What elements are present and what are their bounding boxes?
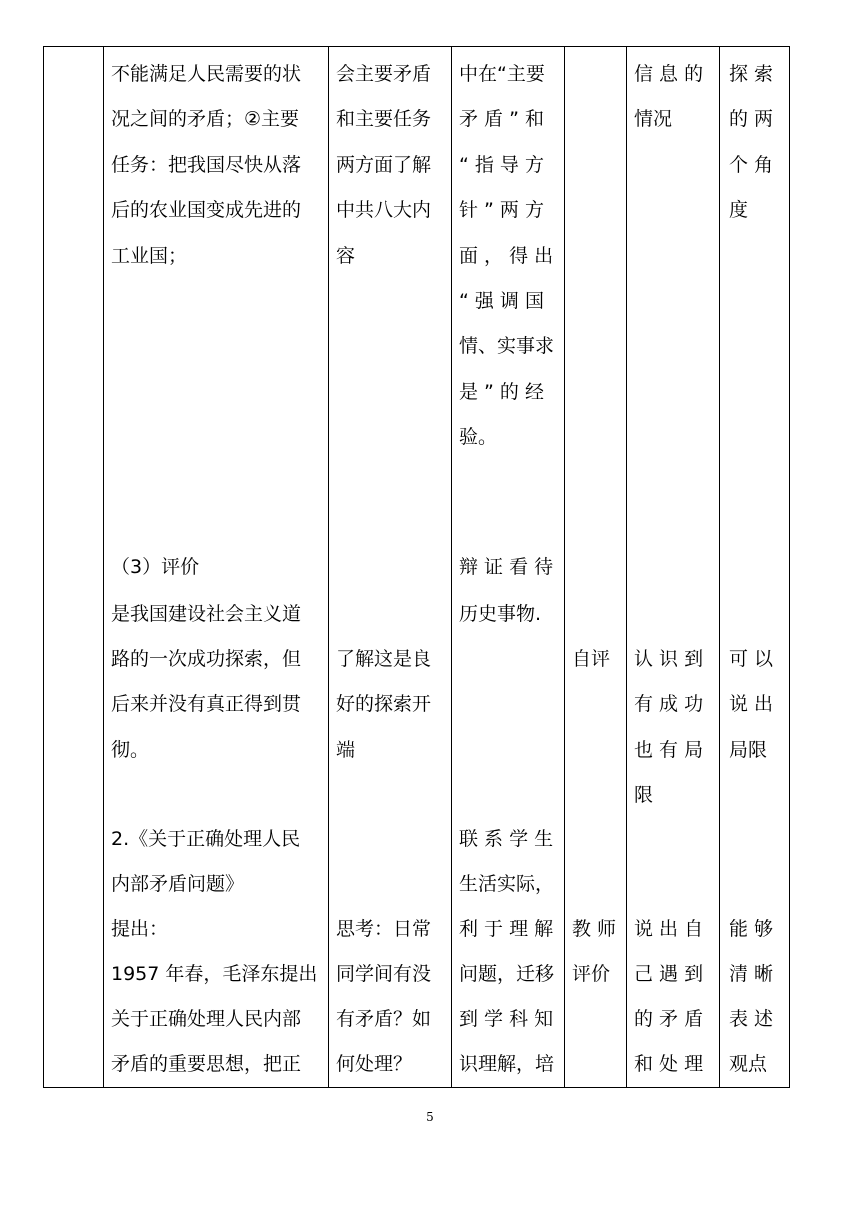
content-text-line: 是我国建设社会主义道 — [111, 603, 302, 625]
goal-text-line: 度 — [729, 199, 749, 221]
content-text-line: 矛盾的重要思想，把正 — [111, 1053, 302, 1075]
goal-text-line: 可 以 — [729, 648, 774, 670]
standard-text-line: 也 有 局 — [634, 739, 704, 761]
standard-text-line: 和 处 理 — [634, 1053, 704, 1075]
goal-text-line: 局限 — [729, 739, 768, 761]
standard-text-line: 有 成 功 — [634, 693, 704, 715]
design-text-line: 验。 — [459, 426, 498, 448]
standard-text-line: 说 出 自 — [634, 918, 704, 940]
design-text-line: 生活实际， — [459, 873, 555, 895]
design-text-line: 矛 盾 ” 和 — [459, 108, 544, 130]
goal-text-line: 的 两 — [729, 108, 774, 130]
content-text-line: 1957 年春，毛泽东提出 — [111, 963, 318, 985]
goal-text-line: 说 出 — [729, 693, 774, 715]
design-text-line: 利 于 理 解 — [459, 918, 554, 940]
evaluation-method-text: 教 师 — [572, 918, 617, 940]
activity-text-line: 端 — [336, 739, 356, 761]
design-text-line: 识理解，培 — [459, 1053, 555, 1075]
goal-column-cell — [720, 47, 790, 1088]
design-text-line: 针 ” 两 方 — [459, 199, 544, 221]
activity-text-line: 两方面了解 — [336, 154, 432, 176]
content-text-line: 路的一次成功探索，但 — [111, 648, 302, 670]
evaluation-method-text: 自评 — [572, 648, 611, 670]
design-text-line: 中在“主要 — [459, 63, 545, 85]
activity-text-line: 好的探索开 — [336, 693, 432, 715]
section-heading-contradictions: 2.《关于正确处理人民 — [111, 828, 301, 850]
evaluation-method-column-cell — [565, 47, 627, 1088]
activity-text-line: 了解这是良 — [336, 648, 432, 670]
standard-text-line: 的 矛 盾 — [634, 1008, 704, 1030]
design-text-line: 联 系 学 生 — [459, 828, 554, 850]
design-text-line: 历史事物. — [459, 603, 542, 625]
content-text-line: 工业国； — [111, 245, 188, 267]
goal-text-line: 个 角 — [729, 154, 774, 176]
design-text-line: “ 强 调 国 — [459, 290, 544, 312]
design-text-line: 辩 证 看 待 — [459, 556, 554, 578]
standard-text-line: 信 息 的 — [634, 63, 704, 85]
evaluation-standard-column-cell — [627, 47, 720, 1088]
design-text-line: 情、实事求 — [459, 335, 555, 357]
standard-text-line: 情况 — [634, 108, 673, 130]
stage-column-cell — [44, 47, 104, 1088]
design-intent-column-cell — [452, 47, 565, 1088]
goal-text-line: 观点 — [729, 1053, 768, 1075]
content-text-line: 况之间的矛盾；②主要 — [111, 108, 300, 130]
goal-text-line: 清 晰 — [729, 963, 774, 985]
student-activity-column-cell — [329, 47, 452, 1088]
content-column-cell — [104, 47, 329, 1088]
content-text-line: 关于正确处理人民内部 — [111, 1008, 302, 1030]
activity-text-line: 思考：日常 — [336, 918, 432, 940]
activity-text-line: 何处理？ — [336, 1053, 413, 1075]
goal-text-line: 能 够 — [729, 918, 774, 940]
content-text-line: 不能满足人民需要的状 — [111, 63, 302, 85]
table-row — [44, 47, 790, 1088]
content-text-line: 后来并没有真正得到贯 — [111, 693, 302, 715]
design-text-line: 问题，迁移 — [459, 963, 555, 985]
goal-text-line: 表 述 — [729, 1008, 774, 1030]
design-text-line: “ 指 导 方 — [459, 154, 544, 176]
lesson-plan-table — [43, 46, 790, 1088]
content-text-line: 提出： — [111, 918, 169, 940]
activity-text-line: 中共八大内 — [336, 199, 432, 221]
design-text-line: 是 ” 的 经 — [459, 381, 544, 403]
content-text-line: 彻。 — [111, 739, 150, 761]
activity-text-line: 有矛盾？如 — [336, 1008, 432, 1030]
evaluation-method-text: 评价 — [572, 963, 611, 985]
content-text-line: 内部矛盾问题》 — [111, 873, 245, 895]
activity-text-line: 同学间有没 — [336, 963, 432, 985]
content-text-line: 后的农业国变成先进的 — [111, 199, 302, 221]
activity-text-line: 和主要任务 — [336, 108, 432, 130]
activity-text-line: 容 — [336, 245, 356, 267]
activity-text-line: 会主要矛盾 — [336, 63, 432, 85]
design-text-line: 到 学 科 知 — [459, 1008, 554, 1030]
standard-text-line: 己 遇 到 — [634, 963, 704, 985]
page-number: 5 — [426, 1110, 434, 1124]
standard-text-line: 认 识 到 — [634, 648, 704, 670]
design-text-line: 面 ， 得 出 — [459, 245, 554, 267]
section-heading-evaluation: （3）评价 — [111, 556, 200, 578]
standard-text-line: 限 — [634, 784, 654, 806]
goal-text-line: 探 索 — [729, 63, 774, 85]
content-text-line: 任务：把我国尽快从落 — [111, 154, 302, 176]
